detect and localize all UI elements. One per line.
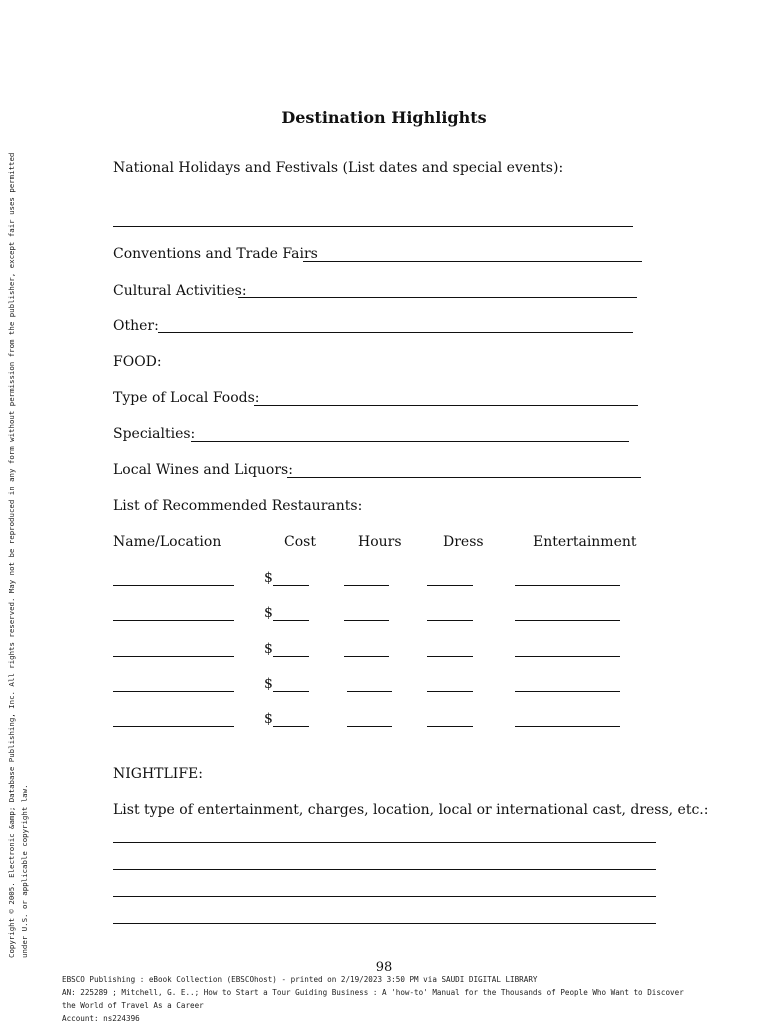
hours-blank-line — [344, 620, 389, 621]
entertainment-blank-line — [515, 620, 620, 621]
cultural-activities-blank-line — [238, 297, 637, 298]
name-location-blank-line — [113, 620, 234, 621]
local-wines-label: Local Wines and Liquors: — [113, 462, 293, 478]
name-location-blank-line — [113, 691, 234, 692]
entertainment-blank-line — [515, 726, 620, 727]
other-blank-line — [158, 332, 633, 333]
currency-symbol: $ — [264, 605, 273, 621]
column-header-entertainment: Entertainment — [533, 534, 637, 550]
dress-blank-line — [427, 620, 473, 621]
currency-symbol: $ — [264, 641, 273, 657]
nightlife-blank-line — [113, 896, 656, 897]
local-foods-blank-line — [254, 405, 638, 406]
footer-line-1: EBSCO Publishing : eBook Collection (EBSCOhost) - printed on 2/19/2023 3:50 PM via SAUDI DIGITAL LIBRARY — [62, 975, 538, 984]
currency-symbol: $ — [264, 711, 273, 727]
name-location-blank-line — [113, 585, 234, 586]
copyright-notice — [5, 153, 31, 958]
conventions-blank-line — [303, 261, 642, 262]
local-foods-label: Type of Local Foods: — [113, 390, 260, 406]
cultural-activities-label: Cultural Activities: — [113, 283, 247, 299]
local-wines-blank-line — [287, 477, 641, 478]
other-label: Other: — [113, 318, 159, 334]
page-number: 98 — [375, 960, 393, 975]
ebsco-footer — [62, 973, 752, 1025]
entertainment-blank-line — [515, 656, 620, 657]
nightlife-blank-line — [113, 842, 656, 843]
nightlife-instructions: List type of entertainment, charges, location, local or international cast, dress, etc.: — [113, 802, 709, 818]
footer-line-3: the World of Travel As a Career — [62, 1001, 204, 1010]
hours-blank-line — [347, 726, 392, 727]
name-location-blank-line — [113, 656, 234, 657]
column-header-dress: Dress — [443, 534, 484, 550]
hours-blank-line — [347, 691, 392, 692]
food-heading: FOOD: — [113, 354, 162, 370]
nightlife-heading: NIGHTLIFE: — [113, 766, 203, 782]
cost-blank-line — [273, 691, 309, 692]
dress-blank-line — [427, 726, 473, 727]
hours-blank-line — [344, 656, 389, 657]
holidays-label: National Holidays and Festivals (List dates and special events): — [113, 160, 564, 176]
holidays-blank-line — [113, 226, 633, 227]
specialties-label: Specialties: — [113, 426, 196, 442]
conventions-label: Conventions and Trade Fairs — [113, 246, 318, 262]
cost-blank-line — [273, 620, 309, 621]
specialties-blank-line — [191, 441, 629, 442]
footer-line-4: Account: ns224396 — [62, 1014, 140, 1023]
currency-symbol: $ — [264, 570, 273, 586]
cost-blank-line — [273, 656, 309, 657]
currency-symbol: $ — [264, 676, 273, 692]
dress-blank-line — [427, 691, 473, 692]
restaurants-label: List of Recommended Restaurants: — [113, 498, 363, 514]
cost-blank-line — [273, 726, 309, 727]
dress-blank-line — [427, 656, 473, 657]
dress-blank-line — [427, 585, 473, 586]
nightlife-blank-line — [113, 923, 656, 924]
column-header-cost: Cost — [284, 534, 316, 550]
entertainment-blank-line — [515, 691, 620, 692]
hours-blank-line — [344, 585, 389, 586]
copyright-line-1: Copyright © 2005. Electronic &amp; Database Publishing, Inc. All rights reserved. May not be reproduced in any form without permission from the publisher, except fair uses permitted — [7, 152, 16, 958]
nightlife-blank-line — [113, 869, 656, 870]
page-title: Destination Highlights — [281, 108, 487, 127]
entertainment-blank-line — [515, 585, 620, 586]
column-header-name-location: Name/Location — [113, 534, 222, 550]
cost-blank-line — [273, 585, 309, 586]
column-header-hours: Hours — [358, 534, 402, 550]
name-location-blank-line — [113, 726, 234, 727]
footer-line-2: AN: 225289 ; Mitchell, G. E..; How to Start a Tour Guiding Business : A 'how-to' Manual for the Thousands of People Who Want to Discover — [62, 988, 684, 997]
copyright-line-2: under U.S. or applicable copyright law. — [20, 784, 29, 958]
